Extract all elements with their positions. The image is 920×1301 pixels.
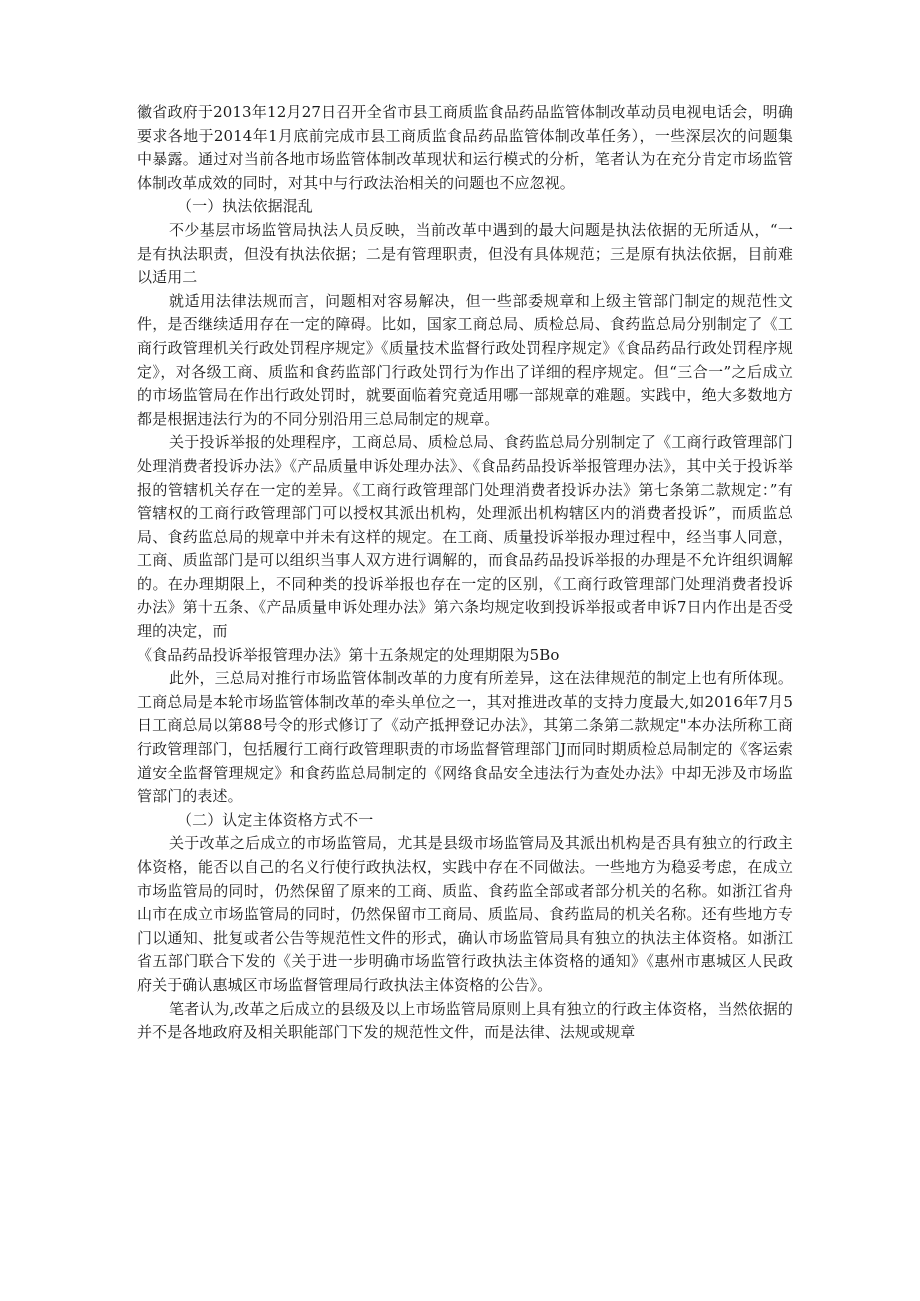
section-heading-1: （一）执法依据混乱 — [177, 197, 313, 216]
paragraph-4: 关于投诉举报的处理程序，工商总局、质检总局、食药监总局分别制定了《工商行政管理部门处理消费者投诉办法》《产品质量申诉处理办法》、《食品药品投诉举报管理办法》，其中关于投诉举报的管辖机关存在一定的差异。《工商行政管理部门处理消费者投诉办法》第七条第二款规定：”有管辖权的工商行政管理部门可以授权其派出机构，处理派出机构辖区内的消费者投诉”，而质监总局、食药监总局的规章中并未有这样的规定。在工商、质量投诉举报办理过程中，经当事人同意，工商、质监部门是可以组织当事人双方进行调解的，而食品药品投诉举报的办理是不允许组织调解的。在办理期限上，不同种类的投诉举报也存在一定的区别，《工商行政管理部门处理消费者投诉办法》第十五条、《产品质量申诉处理办法》第六条均规定收到投诉举报或者申诉7日内作出是否受理的决定，而 — [137, 433, 793, 641]
paragraph-2: 不少基层市场监管局执法人员反映，当前改革中遇到的最大问题是执法依据的无所适从，“一是有执法职责，但没有执法依据；二是有管理职责，但没有具体规范；三是原有执法依据，目前难以适用二 — [137, 220, 793, 287]
paragraph-8: 笔者认为,改革之后成立的县级及以上市场监管局原则上具有独立的行政主体资格，当然依据的并不是各地政府及相关职能部门下发的规范性文件，而是法律、法规或规章 — [137, 999, 793, 1042]
paragraph-5: 《食品药品投诉举报管理办法》第十五条规定的处理期限为5Bo — [137, 645, 560, 664]
document-body — [137, 101, 793, 1045]
paragraph-1: 徽省政府于2013年12月27日召开全省市县工商质监食品药品监管体制改革动员电视电话会，明确要求各地于2014年1月底前完成市县工商质监食品药品监管体制改革任务），一些深层次的问题集中暴露。通过对当前各地市场监管体制改革现状和运行模式的分析，笔者认为在充分肯定市场监管体制改革成效的同时，对其中与行政法治相关的问题也不应忽视。 — [137, 103, 793, 192]
paragraph-3: 就适用法律法规而言，问题相对容易解决，但一些部委规章和上级主管部门制定的规范性文件，是否继续适用存在一定的障碍。比如，国家工商总局、质检总局、食药监总局分别制定了《工商行政管理机关行政处罚程序规定》《质量技术监督行政处罚程序规定》《食品药品行政处罚程序规定》，对各级工商、质监和食药监部门行政处罚行为作出了详细的程序规定。但“三合一”之后成立的市场监管局在作出行政处罚时，就要面临着究竟适用哪一部规章的难题。实践中，绝大多数地方都是根据违法行为的不同分别沿用三总局制定的规章。 — [137, 291, 793, 428]
section-heading-2: （二）认定主体资格方式不一 — [177, 810, 374, 829]
paragraph-6: 此外，三总局对推行市场监管体制改革的力度有所差异，这在法律规范的制定上也有所体现。工商总局是本轮市场监管体制改革的牵头单位之一，其对推进改革的支持力度最大,如2016年7月5日工商总局以第88号令的形式修订了《动产抵押登记办法》，其第二条第二款规定"本办法所称工商行政管理部门，包括履行工商行政管理职责的市场监督管理部门J而同时期质检总局制定的《客运索道安全监督管理规定》和食药监总局制定的《网络食品安全违法行为查处办法》中却无涉及市场监管部门的表述。 — [137, 669, 793, 806]
paragraph-7: 关于改革之后成立的市场监管局，尤其是县级市场监管局及其派出机构是否具有独立的行政主体资格，能否以自己的名义行使行政执法权，实践中存在不同做法。一些地方为稳妥考虑，在成立市场监管局的同时，仍然保留了原来的工商、质监、食药监全部或者部分机关的名称。如浙江省舟山市在成立市场监管局的同时，仍然保留市工商局、质监局、食药监局的机关名称。还有些地方专门以通知、批复或者公告等规范性文件的形式，确认市场监管局具有独立的执法主体资格。如浙江省五部门联合下发的《关于进一步明确市场监管行政执法主体资格的通知》《惠州市惠城区人民政府关于确认惠城区市场监督管理局行政执法主体资格的公告》。 — [137, 834, 793, 994]
